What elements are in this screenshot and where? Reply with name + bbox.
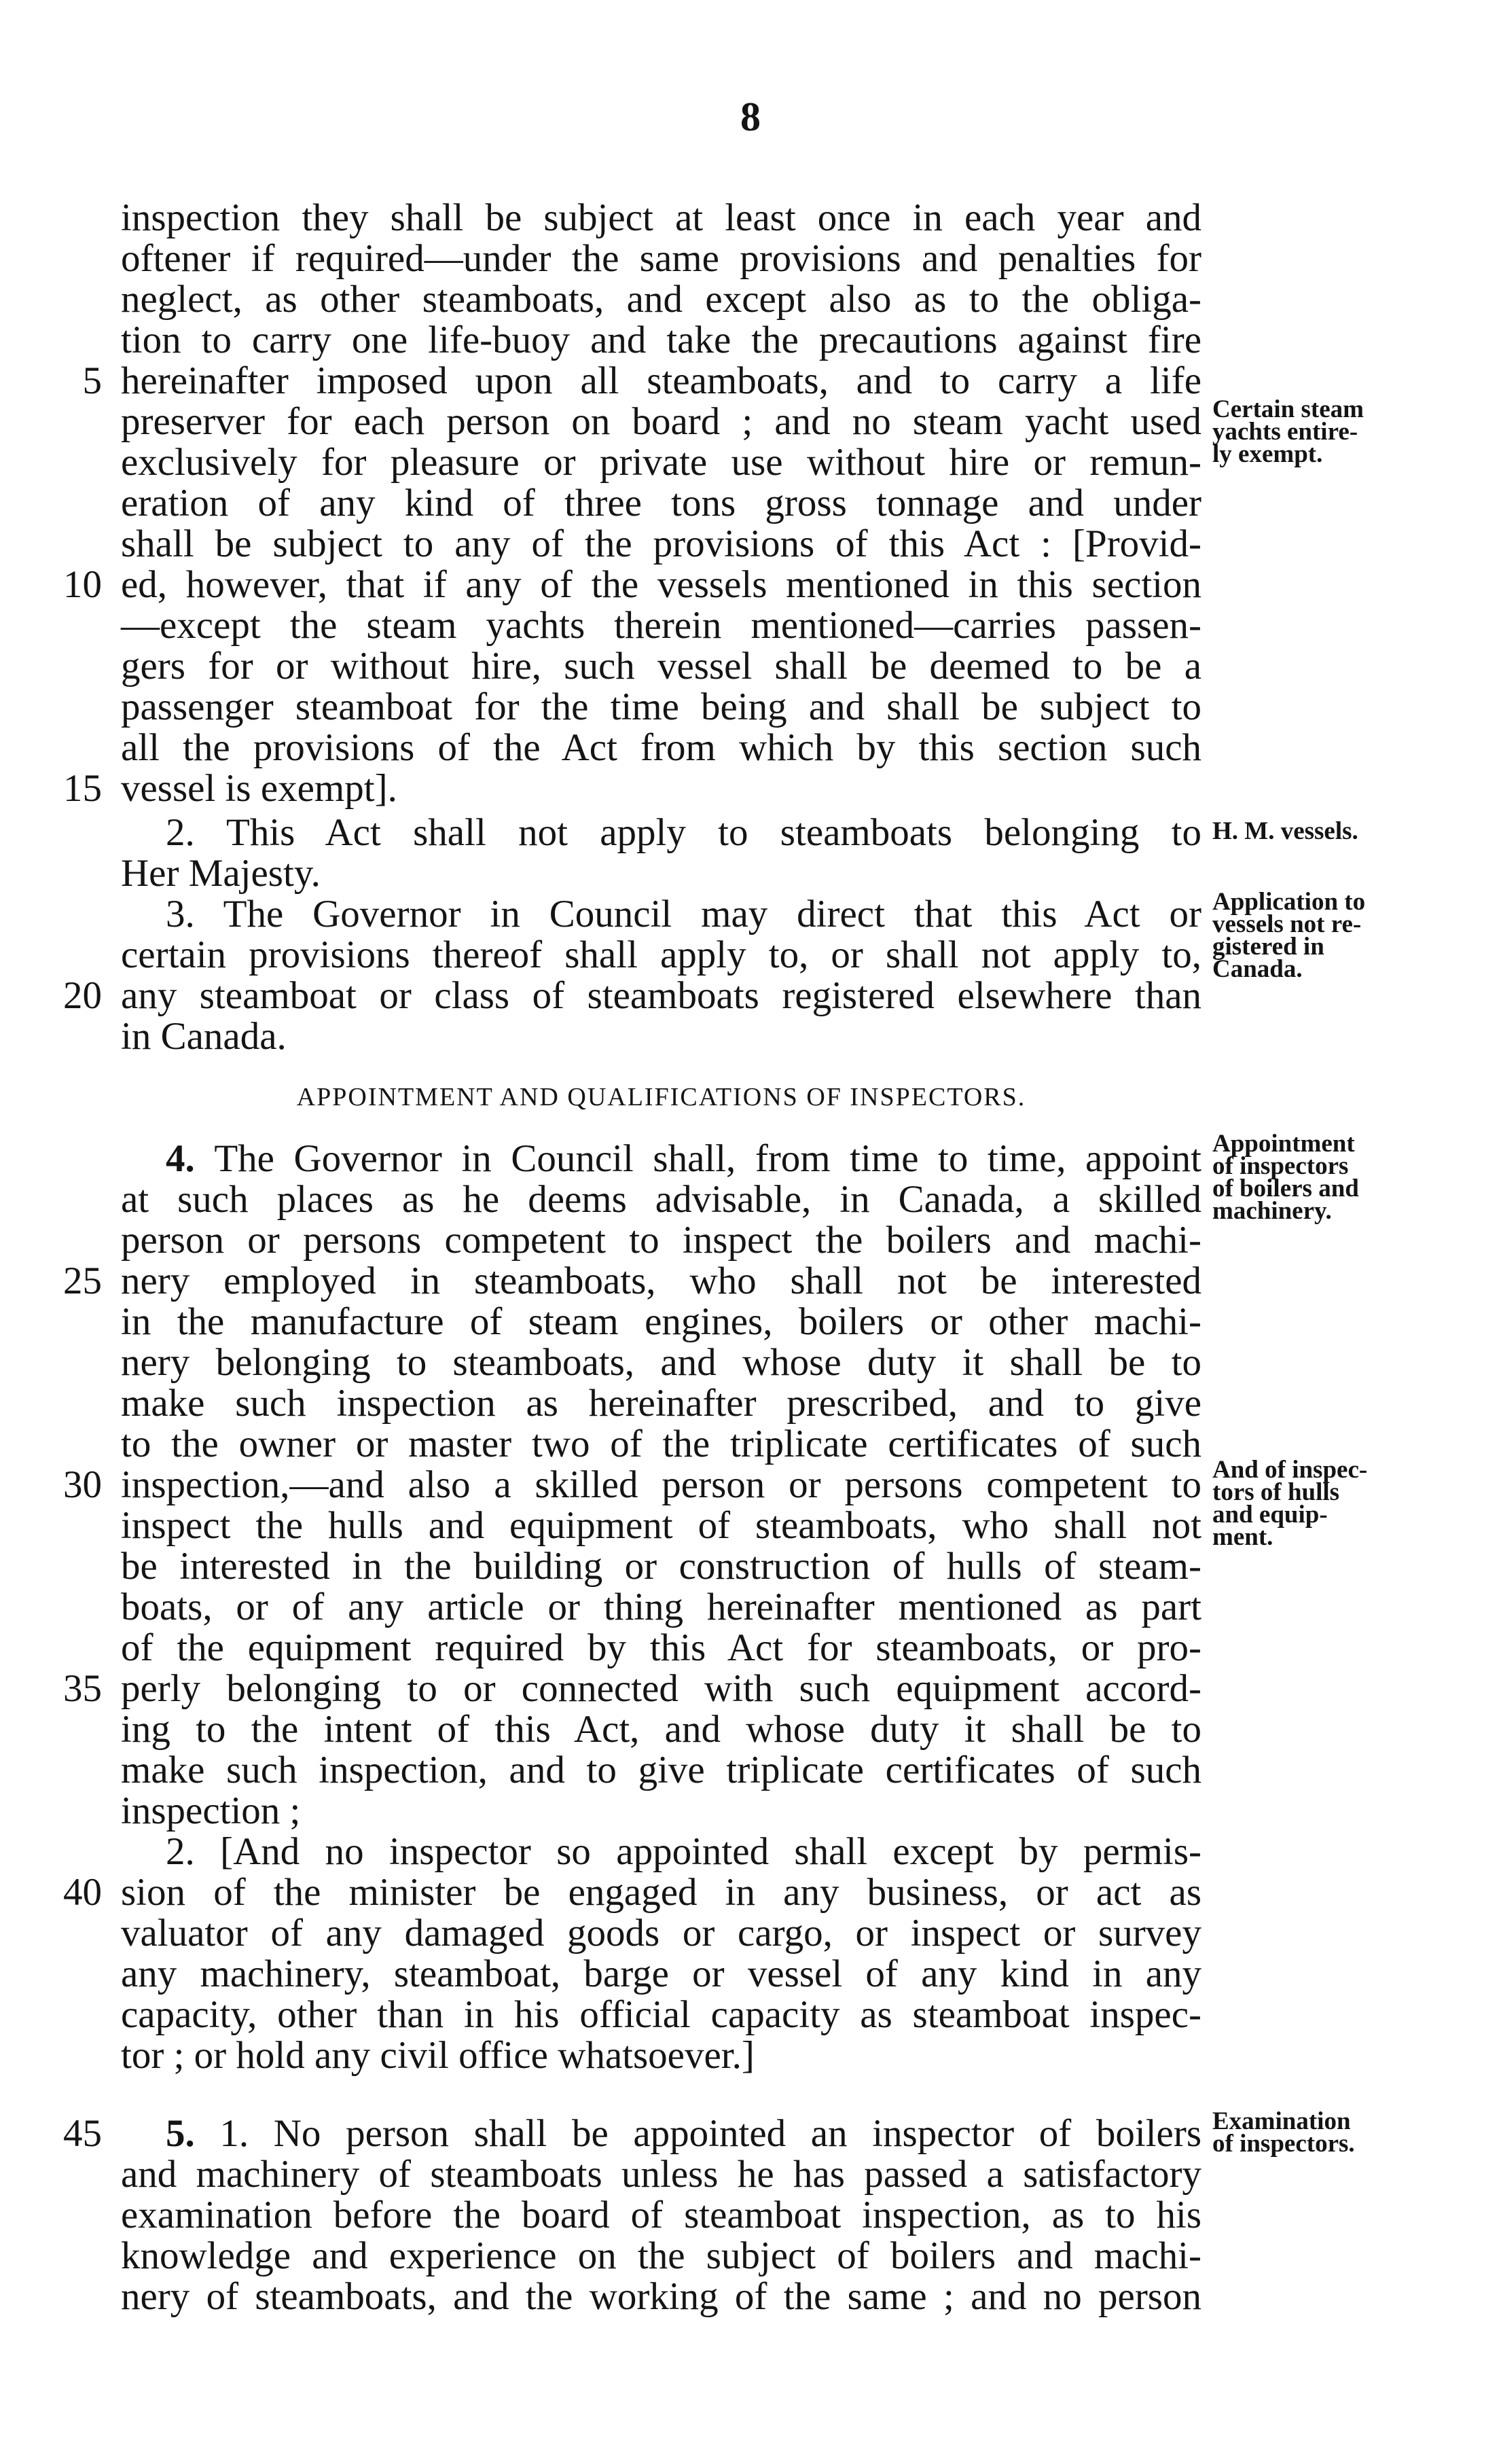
- text-line: [121, 523, 1201, 565]
- text-line: [121, 279, 1201, 321]
- text-line: [121, 605, 1201, 647]
- line-text: of the equipment required by this Act for steamboats, or pro-: [121, 1626, 1201, 1669]
- side-note-line: and equip-: [1212, 1501, 1328, 1529]
- text-line: [121, 812, 1201, 854]
- text-line: [121, 1994, 1201, 2036]
- text-line: [121, 727, 1201, 769]
- text-line: [121, 1219, 1201, 1262]
- line-number: 10: [63, 563, 102, 606]
- line-text: oftener if required—under the same provisions and penalties for: [121, 237, 1201, 280]
- line-text: any machinery, steamboat, barge or vessel of any kind in any: [121, 1952, 1201, 1995]
- side-note: [1212, 1130, 1359, 1225]
- line-text: sion of the minister be engaged in any business, or act as: [121, 1871, 1201, 1914]
- line-number: 15: [63, 767, 102, 810]
- line-text: inspection ;: [121, 1789, 301, 1832]
- line-text: make such inspection as hereinafter prescribed, and to give: [121, 1382, 1201, 1425]
- text-line: [121, 401, 1201, 443]
- text-line: [121, 1505, 1201, 1547]
- text-line: [121, 1016, 1201, 1058]
- text-line: [121, 319, 1201, 361]
- text-line: [121, 442, 1201, 484]
- side-note-line: Canada.: [1212, 955, 1303, 983]
- section-number: 4.: [166, 1137, 215, 1180]
- line-text: valuator of any damaged goods or cargo, or inspect or survey: [121, 1912, 1201, 1954]
- line-text: ed, however, that if any of the vessels mentioned in this section: [121, 563, 1201, 606]
- line-text: ing to the intent of this Act, and whose duty it shall be to: [121, 1708, 1201, 1751]
- text-line: [121, 1342, 1201, 1384]
- line-text: inspection they shall be subject at least once in each year and: [121, 196, 1201, 239]
- line-number: 25: [63, 1260, 102, 1302]
- text-line: [121, 1953, 1201, 1995]
- text-line: [121, 197, 1201, 239]
- text-line: [121, 2113, 1201, 2155]
- text-line: [121, 1749, 1201, 1791]
- text-line: [121, 360, 1201, 402]
- text-line: [121, 1831, 1201, 1873]
- line-text: to the owner or master two of the triplicate certificates of such: [121, 1423, 1201, 1465]
- line-number: 40: [63, 1871, 102, 1914]
- line-text: in the manufacture of steam engines, boilers or other machi-: [121, 1300, 1201, 1343]
- section-heading: APPOINTMENT AND QUALIFICATIONS OF INSPECTORS.: [296, 1083, 1026, 1111]
- side-note-line: gistered in: [1212, 933, 1324, 961]
- line-text: passenger steamboat for the time being and shall be subject to: [121, 685, 1201, 728]
- text-line: [121, 1872, 1201, 1914]
- line-text: nery belonging to steamboats, and whose duty it shall be to: [121, 1341, 1201, 1384]
- text-line: [121, 1546, 1201, 1588]
- text-line: [121, 1586, 1201, 1628]
- line-text: —except the steam yachts therein mentioned—carries passen-: [121, 604, 1201, 647]
- line-text: inspection,—and also a skilled person or persons competent to: [121, 1463, 1201, 1506]
- line-text: certain provisions thereof shall apply to, or shall not apply to,: [121, 933, 1201, 976]
- line-text: 1. No person shall be appointed an inspector of boilers: [219, 2112, 1202, 2155]
- line-number: 45: [63, 2112, 102, 2155]
- text-line: [121, 1179, 1201, 1221]
- line-text: capacity, other than in his official capacity as steamboat inspec-: [121, 1993, 1201, 2036]
- text-line: [121, 893, 1201, 935]
- side-note: [1212, 2107, 1355, 2158]
- side-note-line: And of inspec-: [1212, 1456, 1368, 1484]
- text-line: [121, 564, 1201, 606]
- line-text: tor ; or hold any civil office whatsoever.]: [121, 2034, 755, 2077]
- text-line: [121, 645, 1201, 688]
- line-text: in Canada.: [121, 1015, 287, 1058]
- line-text: 2. This Act shall not apply to steamboats belonging to: [166, 811, 1201, 854]
- text-line: [121, 238, 1201, 280]
- side-note-line: H. M. vessels.: [1212, 817, 1358, 845]
- line-text: perly belonging to or connected with such equipment accord-: [121, 1667, 1201, 1710]
- side-note-line: Certain steam: [1212, 395, 1364, 423]
- text-line: [121, 1790, 1201, 1832]
- line-text: examination before the board of steamboat inspection, as to his: [121, 2194, 1201, 2236]
- line-text: nery employed in steamboats, who shall not be interested: [121, 1260, 1201, 1302]
- side-note-line: machinery.: [1212, 1197, 1332, 1225]
- line-text: be interested in the building or construction of hulls of steam-: [121, 1545, 1201, 1588]
- side-note-line: Appointment: [1212, 1130, 1355, 1158]
- side-note-line: ment.: [1212, 1523, 1273, 1551]
- side-note-line: of inspectors.: [1212, 2130, 1355, 2158]
- line-text: inspect the hulls and equipment of steamboats, who shall not: [121, 1504, 1201, 1547]
- text-line: [121, 686, 1201, 728]
- side-note: [1212, 817, 1358, 845]
- text-line: [121, 934, 1201, 976]
- text-line: [121, 2154, 1201, 2196]
- text-line: [121, 482, 1201, 524]
- line-text: 2. [And no inspector so appointed shall except by permis-: [166, 1830, 1201, 1873]
- side-note-line: of boilers and: [1212, 1175, 1359, 1202]
- side-note-line: yachts entire-: [1212, 418, 1358, 446]
- text-line: [121, 2194, 1201, 2236]
- line-text: The Governor in Council shall, from time to time, appoint: [214, 1137, 1202, 1180]
- text-line: [121, 1464, 1201, 1506]
- line-text: hereinafter imposed upon all steamboats, and to carry a life: [121, 359, 1201, 402]
- text-line: [121, 1912, 1201, 1954]
- text-line: [121, 1709, 1201, 1751]
- text-line: [121, 2235, 1201, 2277]
- line-text: make such inspection, and to give triplicate certificates of such: [121, 1749, 1201, 1791]
- line-number: 5: [82, 359, 102, 402]
- line-text: tion to carry one life-buoy and take the precautions against fire: [121, 319, 1201, 361]
- line-number: 35: [63, 1667, 102, 1710]
- side-note-line: vessels not re-: [1212, 910, 1362, 938]
- line-text: all the provisions of the Act from which by this section such: [121, 726, 1201, 769]
- text-line: [121, 1260, 1201, 1302]
- text-line: [121, 2276, 1201, 2318]
- text-line: [121, 853, 1201, 895]
- side-note-line: Examination: [1212, 2107, 1351, 2135]
- section-number: 5.: [166, 2112, 220, 2155]
- line-text: shall be subject to any of the provisions of this Act : [Provid-: [121, 522, 1201, 565]
- line-text: eration of any kind of three tons gross tonnage and under: [121, 482, 1201, 524]
- line-text: person or persons competent to inspect the boilers and machi-: [121, 1219, 1201, 1262]
- side-note-line: tors of hulls: [1212, 1478, 1340, 1506]
- text-line: [121, 1423, 1201, 1465]
- line-text: knowledge and experience on the subject of boilers and machi-: [121, 2234, 1201, 2277]
- line-text: neglect, as other steamboats, and except also as to the obliga-: [121, 278, 1201, 321]
- side-note: [1212, 888, 1366, 983]
- text-line: [121, 1138, 1201, 1180]
- side-note-line: ly exempt.: [1212, 440, 1323, 468]
- text-line: [121, 1301, 1201, 1343]
- line-text: boats, or of any article or thing hereinafter mentioned as part: [121, 1586, 1201, 1628]
- line-number: 30: [63, 1463, 102, 1506]
- line-text: 3. The Governor in Council may direct that this Act or: [166, 893, 1201, 935]
- side-note: [1212, 395, 1364, 468]
- line-text: and machinery of steamboats unless he has passed a satisfactory: [121, 2153, 1201, 2196]
- text-line: [121, 1668, 1201, 1710]
- line-text: gers for or without hire, such vessel shall be deemed to be a: [121, 645, 1201, 688]
- text-line: [121, 2035, 1201, 2077]
- line-text: any steamboat or class of steamboats registered elsewhere than: [121, 974, 1201, 1017]
- side-note: [1212, 1456, 1368, 1551]
- side-note-line: Application to: [1212, 888, 1366, 916]
- page-number: 8: [740, 94, 761, 139]
- line-text: Her Majesty.: [121, 852, 321, 895]
- text-line: [121, 1627, 1201, 1669]
- text-line: [121, 1382, 1201, 1425]
- line-text: preserver for each person on board ; and no steam yacht used: [121, 400, 1201, 443]
- line-text: at such places as he deems advisable, in Canada, a skilled: [121, 1178, 1201, 1221]
- line-text: nery of steamboats, and the working of the same ; and no person: [121, 2275, 1201, 2318]
- side-note-line: of inspectors: [1212, 1152, 1349, 1180]
- text-line: [121, 975, 1201, 1017]
- line-text: vessel is exempt].: [121, 767, 397, 810]
- line-text: exclusively for pleasure or private use without hire or remun-: [121, 441, 1201, 484]
- line-number: 20: [63, 974, 102, 1017]
- text-line: [121, 768, 1201, 810]
